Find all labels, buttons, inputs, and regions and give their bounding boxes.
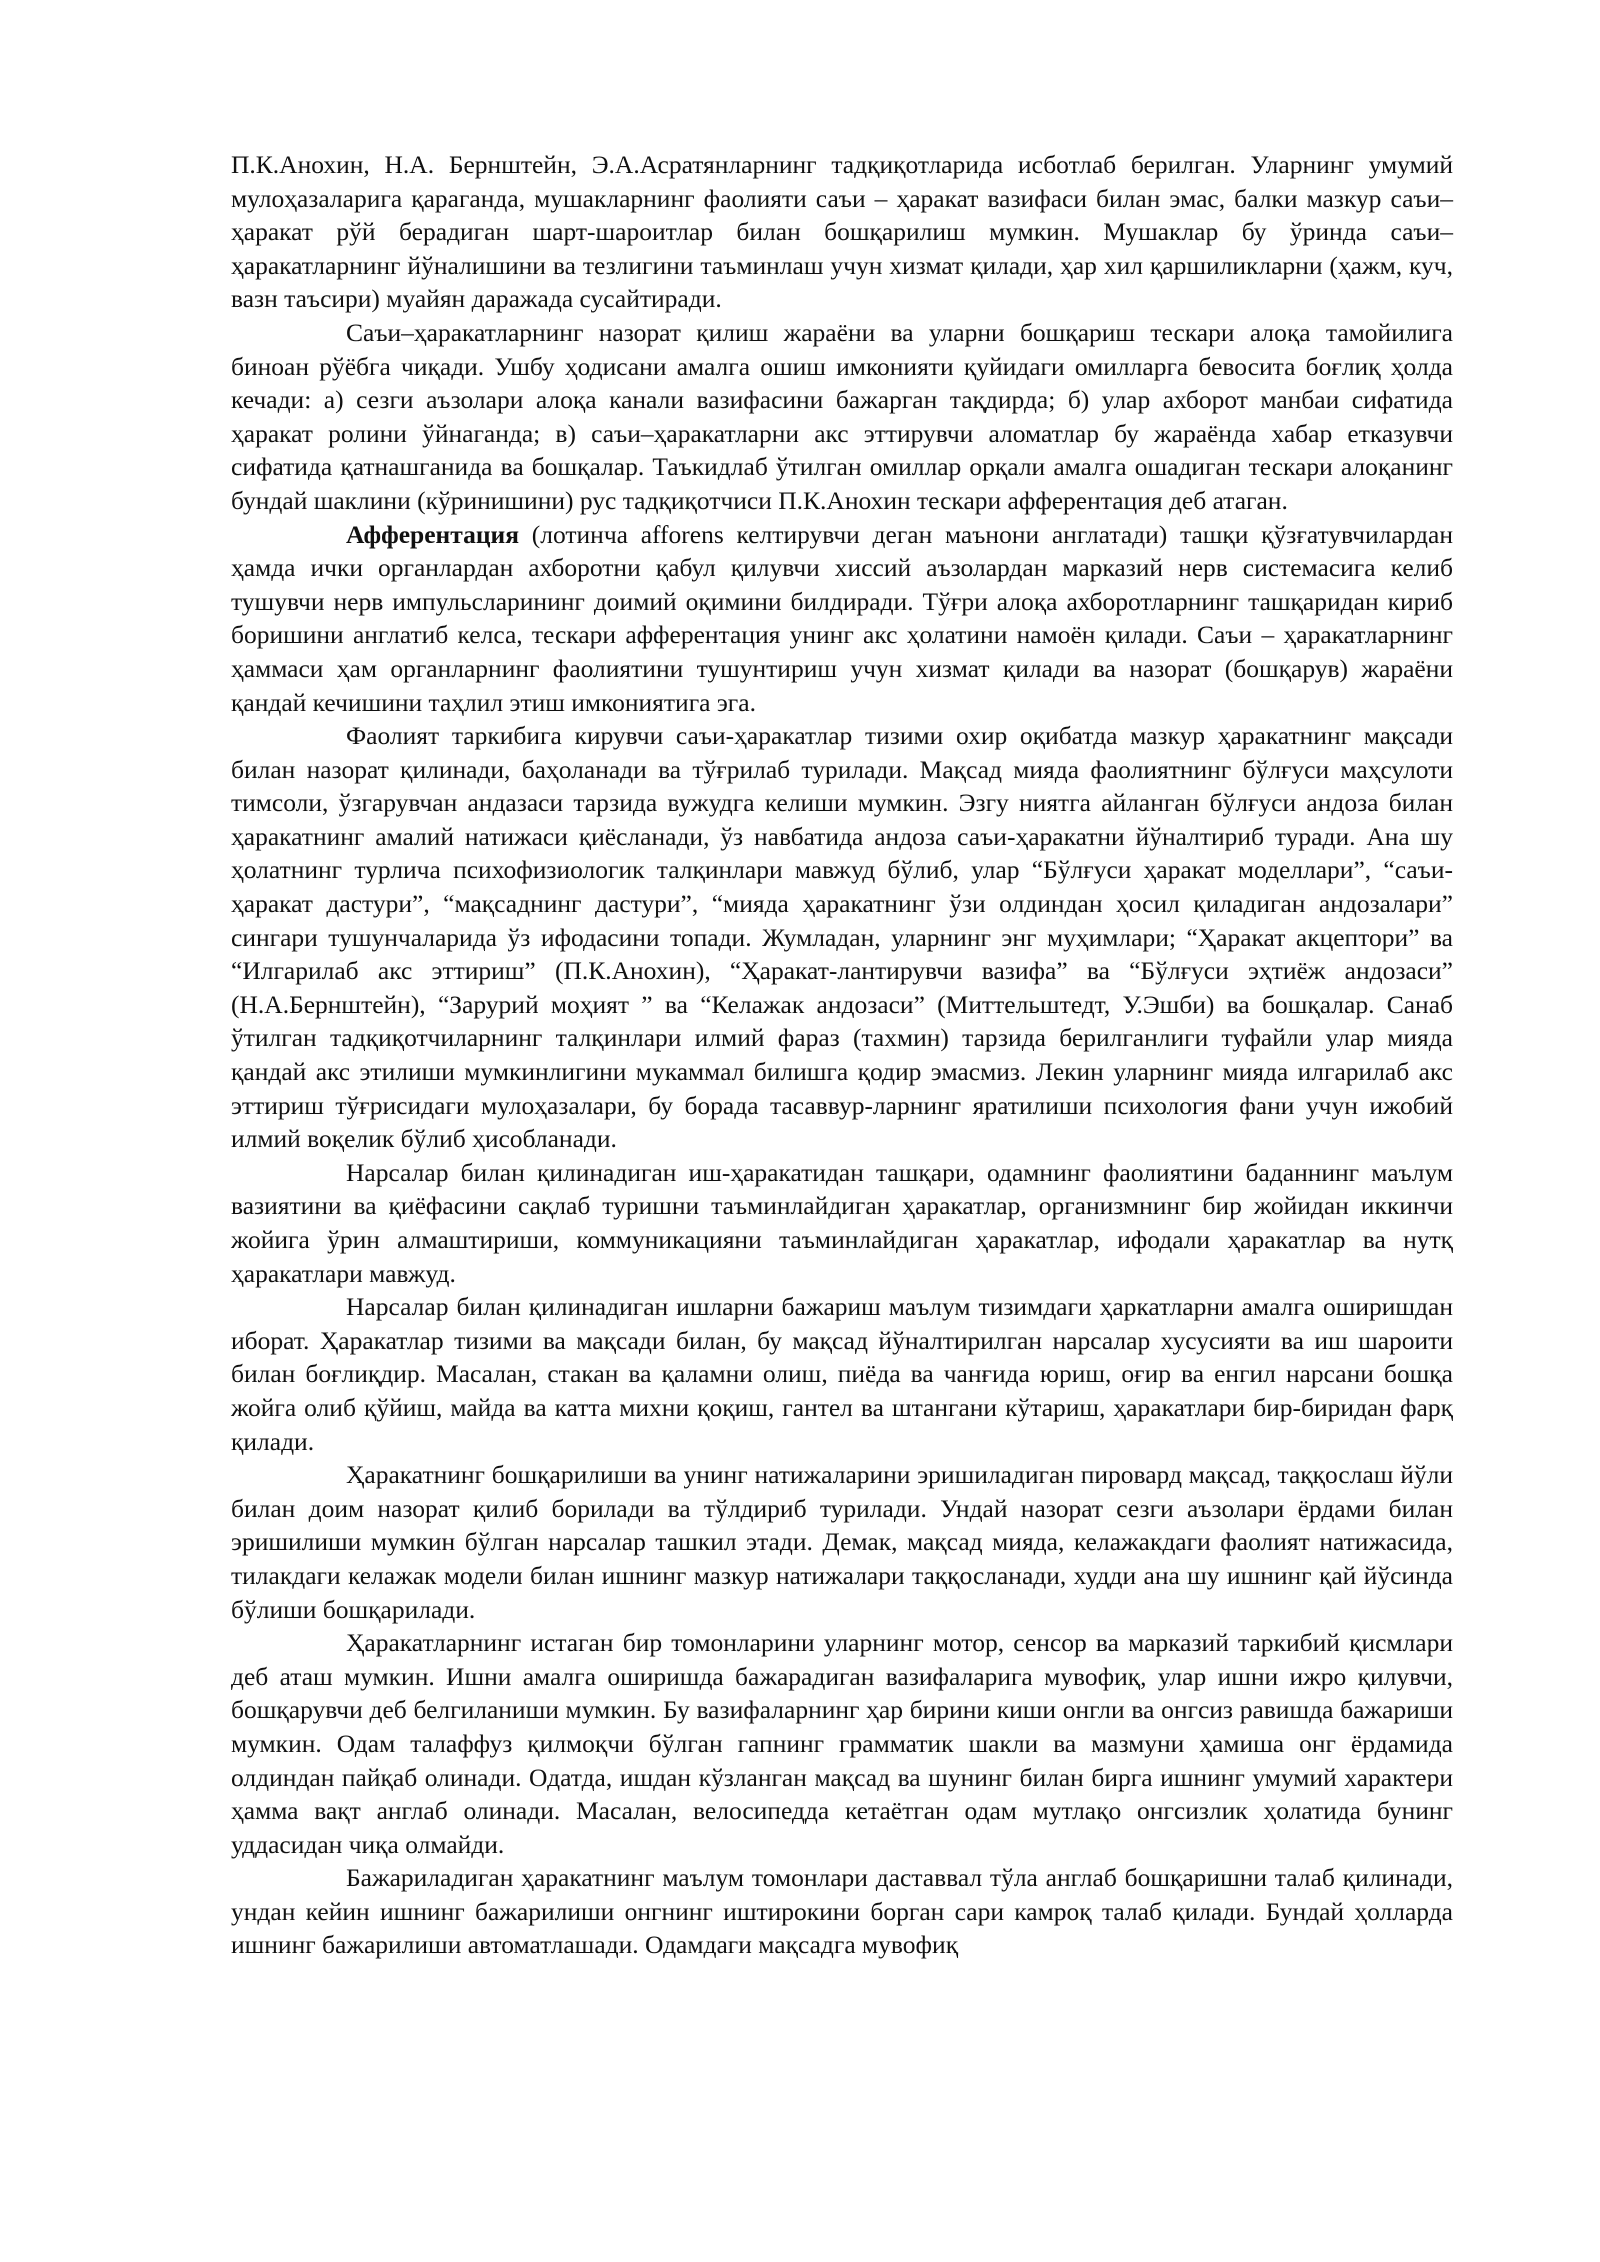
paragraph-2: Саъи–ҳаракатларнинг назорат қилиш жараёни ва уларни бошқариш тескари алоқа тамойилига биноан рўёбга чиқади. Ушбу ҳодисани амалга ошиш имконияти қуйидаги омилларга бевосита боғлиқ ҳолда кечади: а) сезги аъзолари алоқа канали вазифасини бажарган тақдирда; б) улар ахборот манбаи сифатида ҳаракат ролини ўйнаганда; в) саъи–ҳаракатларни акс эттирувчи аломатлар бу жараёнда хабар етказувчи сифатида қатнашганида ва бошқалар. Таъкидлаб ўтилган омиллар орқали амалга ошадиган тескари алоқанинг бундай шаклини (кўринишини) рус тадқиқотчиси П.К.Анохин тескари афферентация деб атаган.: [231, 317, 1453, 515]
paragraph-3-body: (лотинча afforens келтирувчи деган маънони англатади) ташқи қўзғатувчилардан ҳамда ички органлардан ахборотни қабул қилувчи хиссий аъзолардан марказий нерв системасига келиб тушувчи нерв импульсларининг доимий оқимини билдиради. Тўғри алоқа ахборотларнинг ташқаридан кириб боришини англатиб келса, тескари афферентация унинг акс ҳолатини намоён қилади. Саъи – ҳаракатларнинг ҳаммаси ҳам органларнинг фаолиятини тушунтириш учун хизмат қилади ва назорат (бошқарув) жараёни қандай кечишини таҳлил этиш имкониятига эга.: [231, 519, 1453, 717]
paragraph-3: [231, 518, 1453, 720]
paragraph-5: Нарсалар билан қилинадиган иш-ҳаракатидан ташқари, одамнинг фаолиятини баданнинг маълум вазиятини ва қиёфасини сақлаб туришни таъминлайдиган ҳаракатлар, организмнинг бир жойидан иккинчи жойига ўрин алмаштириши, коммуникацияни таъминлайдиган ҳаракатлар, ифодали ҳаракатлар ва нутқ ҳаракатлари мавжуд.: [231, 1157, 1453, 1288]
paragraph-7: Ҳаракатнинг бошқарилиши ва унинг натижаларини эришиладиган пировард мақсад, таққослаш йўли билан доим назорат қилиб борилади ва тўлдириб турилади. Ундай назорат сезги аъзолари ёрдами билан эришилиши мумкин бўлган нарсалар ташкил этади. Демак, мақсад мияда, келажакдаги фаолият натижасида, тилакдаги келажак модели билан ишнинг мазкур натижалари таққосланади, худди ана шу ишнинг қай йўсинда бўлиши бошқарилади.: [231, 1460, 1453, 1624]
paragraph-1: П.К.Анохин, Н.А. Бернштейн, Э.А.Асратянларнинг тадқиқотларида исботлаб берилган. Уларнинг умумий мулоҳазаларига қараганда, мушакларнинг фаолияти саъи – ҳаракат вазифаси билан эмас, балки мазкур саъи–ҳаракат рўй берадиган шарт-шароитлар билан бошқарилиш мумкин. Мушаклар бу ўринда саъи– ҳаракатларнинг йўналишини ва тезлигини таъминлаш учун хизмат қилади, ҳар хил қаршиликларни (ҳажм, куч, вазн таъсири) муайян даражада сусайтиради.: [231, 150, 1453, 314]
paragraph-9: Бажариладиган ҳаракатнинг маълум томонлари даставвал тўла англаб бошқаришни талаб қилинади, ундан кейин ишнинг бажарилиши онгнинг иштирокини борган сари камроқ талаб қилади. Бундай ҳолларда ишнинг бажарилиши автоматлашади. Одамдаги мақсадга мувофиқ: [231, 1863, 1453, 1960]
term-afferentation: Афферентация: [346, 519, 520, 549]
document-page: [231, 148, 1453, 1962]
paragraph-4: Фаолият таркибига кирувчи саъи-ҳаракатлар тизими охир оқибатда мазкур ҳаракатнинг мақсади билан назорат қилинади, баҳоланади ва тўғрилаб турилади. Мақсад мияда фаолиятнинг бўлғуси маҳсулоти тимсоли, ўзгарувчан андазаси тарзида вужудга келиши мумкин. Эзгу ниятга айланган бўлғуси андоза билан ҳаракатнинг амалий натижаси қиёсланади, ўз навбатида андоза саъи-ҳаракатни йўналтириб туради. Ана шу ҳолатнинг турлича психофизиологик талқинлари мавжуд бўлиб, улар “Бўлғуси ҳаракат моделлари”, “саъи-ҳаракат дастури”, “мақсаднинг дастури”, “мияда ҳаракатнинг ўзи олдиндан ҳосил қиладиган андозалари” сингари тушунчаларида ўз ифодасини топади. Жумладан, уларнинг энг муҳимлари; “Ҳаракат акцептори” ва “Илгарилаб акс эттириш” (П.К.Анохин), “Ҳаракат-лантирувчи вазифа” ва “Бўлғуси эҳтиёж андозаси” (Н.А.Бернштейн), “Зарурий моҳият ” ва “Келажак андозаси” (Миттельштедт, У.Эшби) ва бошқалар. Санаб ўтилган тадқиқотчиларнинг талқинлари илмий фараз (тахмин) тарзида берилганлиги туфайли улар мияда қандай акс этилиши мумкинлигини мукаммал билишга қодир эмасмиз. Лекин уларнинг мияда илгарилаб акс эттириш тўғрисидаги мулоҳазалари, бу борада тасаввур-ларнинг яратилиши психология фани учун ижобий илмий воқелик бўлиб ҳисобланади.: [231, 721, 1453, 1154]
paragraph-8: Ҳаракатларнинг истаган бир томонларини уларнинг мотор, сенсор ва марказий таркибий қисмлари деб аташ мумкин. Ишни амалга оширишда бажарадиган вазифаларига мувофиқ, улар ишни ижро қилувчи, бошқарувчи деб белгиланиши мумкин. Бу вазифаларнинг ҳар бирини киши онгли ва онгсиз равишда бажариши мумкин. Одам талаффуз қилмоқчи бўлган гапнинг грамматик шакли ва мазмуни ҳамиша онг ёрдамида олдиндан пайқаб олинади. Одатда, ишдан кўзланган мақсад ва шунинг билан бирга ишнинг умумий характери ҳамма вақт англаб олинади. Масалан, велосипедда кетаётган одам мутлақо онгсизлик ҳолатида бунинг уддасидан чиқа олмайди.: [231, 1628, 1453, 1859]
paragraph-6: Нарсалар билан қилинадиган ишларни бажариш маълум тизимдаги ҳаркатларни амалга оширишдан иборат. Ҳаракатлар тизими ва мақсади билан, бу мақсад йўналтирилган нарсалар хусусияти ва иш шароити билан боғлиқдир. Масалан, стакан ва қаламни олиш, пиёда ва чанғида юриш, оғир ва енгил нарсани бошқа жойга олиб қўйиш, майда ва катта михни қоқиш, гантел ва штангани кўтариш, ҳаракатлари бир-биридан фарқ қилади.: [231, 1292, 1453, 1456]
